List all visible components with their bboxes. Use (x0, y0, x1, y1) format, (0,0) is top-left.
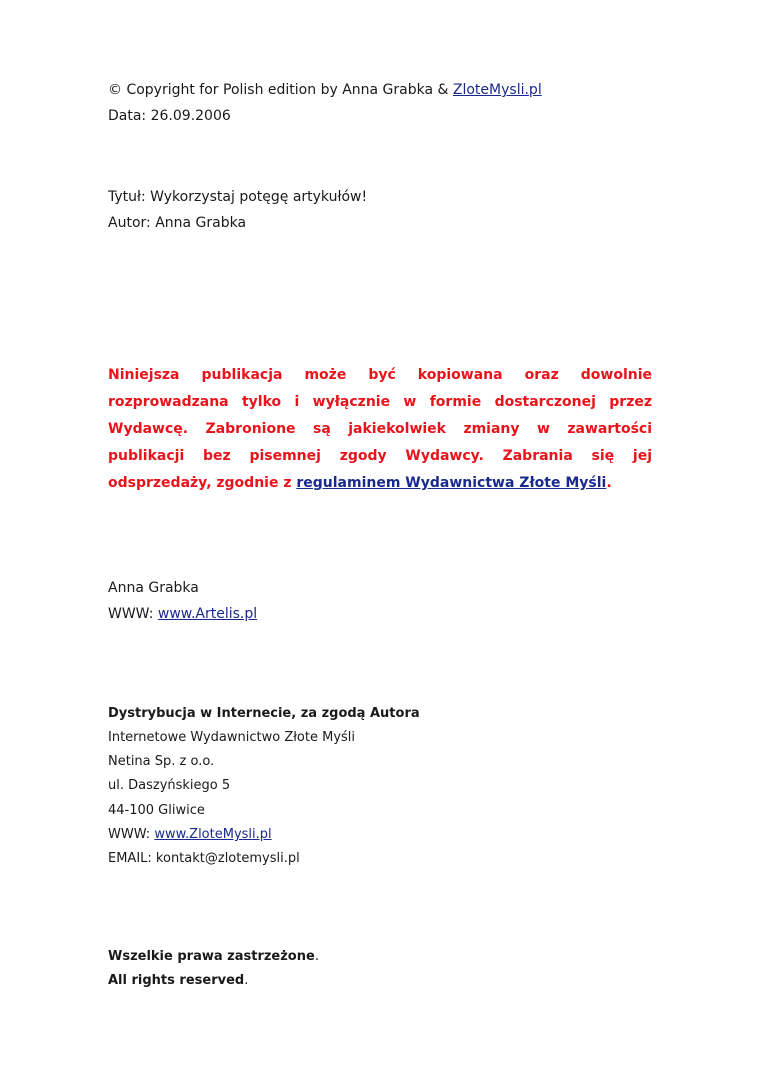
publisher-name: Internetowe Wydawnictwo Złote Myśli (108, 730, 356, 745)
author-line (108, 213, 246, 233)
author-value: Anna Grabka (155, 215, 247, 231)
copyright-line (108, 80, 542, 100)
email-line (108, 849, 300, 869)
artelis-link[interactable]: www.Artelis.pl (157, 606, 258, 622)
zlotemysli-www-link[interactable]: www.ZloteMysli.pl (154, 827, 272, 842)
date-label: Data: (108, 108, 147, 124)
city-address: 44-100 Gliwice (108, 803, 205, 818)
copyright-text: Copyright for Polish edition by Anna Grabka & (126, 82, 453, 98)
title-line (108, 187, 367, 207)
date-value: 26.09.2006 (150, 108, 231, 124)
title-value: Wykorzystaj potęgę artykułów! (150, 189, 368, 205)
email-value: kontakt@zlotemysli.pl (155, 851, 300, 866)
contact-name: Anna Grabka (108, 580, 199, 596)
company-name: Netina Sp. z o.o. (108, 754, 215, 769)
distribution-www-line (108, 825, 272, 845)
rights-polish-period: . (314, 949, 319, 964)
author-label: Autor: (108, 215, 151, 231)
title-label: Tytuł: (108, 189, 146, 205)
email-label: EMAIL: (108, 851, 152, 866)
rights-english-line (108, 971, 248, 991)
rights-english: All rights reserved (108, 973, 245, 988)
contact-www-label: WWW: (108, 606, 154, 622)
rights-english-period: . (244, 973, 249, 988)
contact-www-line (108, 604, 257, 624)
copyright-icon: © (108, 82, 122, 98)
notice-text: Niniejsza publikacja może być kopiowana oraz dowolnie rozprowadzana tylko i wyłącznie w formie dostarczonej przez Wydawcę. Zabronione są jakiekolwiek zmiany w zawartości publikacji bez pisemnej zgody Wydawcy. Zabrania się jej odsprzedaży, zgodnie z (108, 367, 652, 491)
rights-polish-line (108, 947, 319, 967)
distribution-www-label: WWW: (108, 827, 151, 842)
rights-polish: Wszelkie prawa zastrzeżone (108, 949, 315, 964)
regulamin-link[interactable]: regulaminem Wydawnictwa Złote Myśli (296, 475, 607, 491)
notice-end: . (606, 475, 612, 491)
license-notice (108, 362, 652, 497)
date-line (108, 106, 231, 126)
street-address: ul. Daszyńskiego 5 (108, 778, 231, 793)
zlotemysli-link[interactable]: ZloteMysli.pl (452, 82, 542, 98)
distribution-heading: Dystrybucja w Internecie, za zgodą Autora (108, 706, 420, 721)
